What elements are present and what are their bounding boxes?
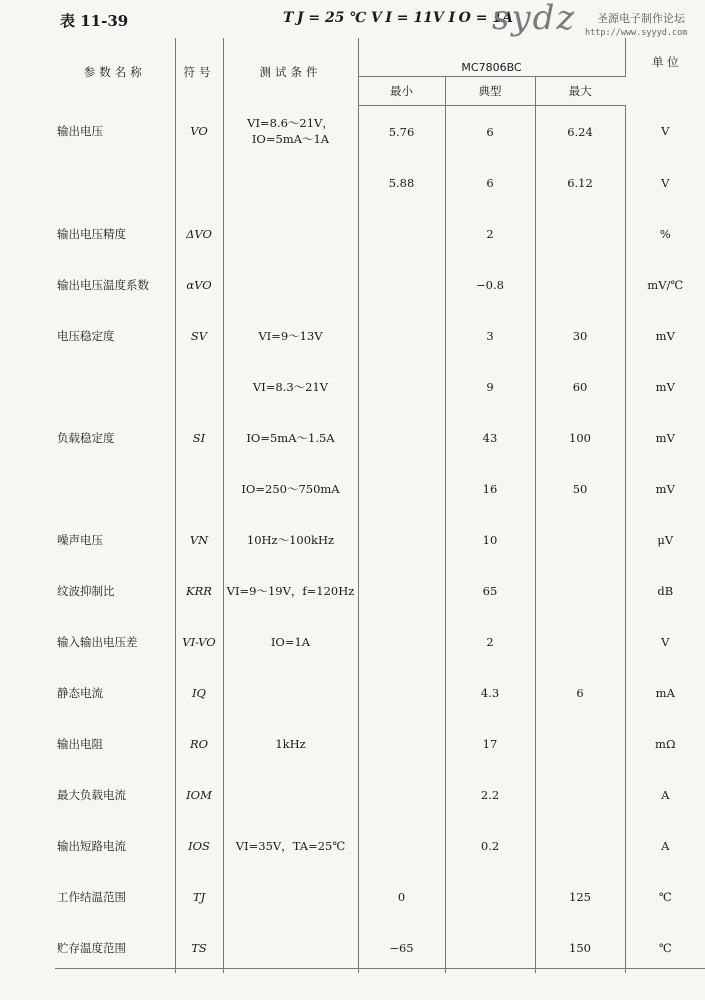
table-row: [55, 157, 705, 208]
min-cell: [358, 208, 445, 259]
typ-cell: 16: [445, 463, 535, 514]
table-row: [55, 412, 705, 463]
condition-cell: [223, 922, 358, 973]
max-cell: [535, 259, 625, 310]
symbol-cell: KRR: [175, 565, 223, 616]
max-cell: 60: [535, 361, 625, 412]
symbol-cell: RO: [175, 718, 223, 769]
table-row: [55, 769, 705, 820]
typ-cell: [445, 871, 535, 922]
max-cell: [535, 769, 625, 820]
max-cell: 50: [535, 463, 625, 514]
typ-cell: 6: [445, 106, 535, 158]
watermark-name: 圣源电子制作论坛: [597, 12, 685, 25]
unit-cell: mA: [655, 685, 675, 700]
header-min: 最小: [358, 77, 445, 106]
min-cell: 0: [358, 871, 445, 922]
symbol-cell: TJ: [175, 871, 223, 922]
typ-cell: 2: [445, 616, 535, 667]
bottom-rule: [55, 968, 705, 969]
min-cell: [358, 616, 445, 667]
unit-cell: ℃: [658, 889, 672, 904]
max-cell: 125: [535, 871, 625, 922]
min-cell: [358, 769, 445, 820]
min-cell: [358, 412, 445, 463]
symbol-cell: TS: [175, 922, 223, 973]
max-cell: [535, 514, 625, 565]
condition-cell: [223, 157, 358, 208]
table-row: [55, 565, 705, 616]
param-cell: 负载稳定度: [55, 412, 175, 463]
param-cell: 贮存温度范围: [55, 922, 175, 973]
condition-cell: VI=8.3～21V: [223, 361, 358, 412]
condition-cell: [223, 259, 358, 310]
symbol-cell: αVO: [175, 259, 223, 310]
condition-cell: [223, 208, 358, 259]
header-param: 参数名称: [55, 38, 175, 106]
test-conditions: T J = 25 ℃ V I = 11V I O = 1A: [283, 10, 513, 26]
param-cell: 输出电压: [55, 106, 175, 158]
condition-cell: IO=5mA～1.5A: [223, 412, 358, 463]
min-cell: 5.88: [358, 157, 445, 208]
symbol-cell: IOM: [175, 769, 223, 820]
condition-cell: VI=8.6～21V，IO=5mA～1A: [223, 106, 358, 158]
unit-cell: ℃: [658, 940, 672, 955]
param-cell: 电压稳定度: [55, 310, 175, 361]
symbol-cell: IOS: [175, 820, 223, 871]
param-cell: [55, 157, 175, 208]
symbol-cell: [175, 361, 223, 412]
table-row: [55, 310, 705, 361]
unit-cell: mV: [655, 328, 675, 343]
table-row: [55, 463, 705, 514]
param-cell: 静态电流: [55, 667, 175, 718]
param-cell: 纹波抑制比: [55, 565, 175, 616]
typ-cell: −0.8: [445, 259, 535, 310]
spec-table: [55, 38, 705, 973]
unit-cell: mV: [655, 379, 675, 394]
min-cell: 5.76: [358, 106, 445, 158]
typ-cell: 65: [445, 565, 535, 616]
param-cell: 输出电阻: [55, 718, 175, 769]
symbol-cell: SI: [175, 412, 223, 463]
unit-cell: V: [661, 175, 670, 190]
condition-cell: IO=250～750mA: [223, 463, 358, 514]
table-row: [55, 718, 705, 769]
table-row: [55, 208, 705, 259]
header-model: MC7806BC: [358, 38, 625, 77]
table-row: [55, 616, 705, 667]
symbol-cell: IQ: [175, 667, 223, 718]
unit-cell: mΩ: [655, 736, 676, 751]
unit-cell: A: [661, 787, 670, 802]
typ-cell: 6: [445, 157, 535, 208]
symbol-cell: VI-VO: [175, 616, 223, 667]
symbol-cell: VO: [175, 106, 223, 158]
symbol-cell: [175, 157, 223, 208]
max-cell: [535, 616, 625, 667]
table-row: [55, 667, 705, 718]
condition-cell: VI=9～13V: [223, 310, 358, 361]
min-cell: [358, 718, 445, 769]
condition-cell: 1kHz: [223, 718, 358, 769]
unit-cell: mV/℃: [647, 277, 684, 292]
table-row: [55, 514, 705, 565]
typ-cell: 17: [445, 718, 535, 769]
max-cell: 6: [535, 667, 625, 718]
symbol-cell: SV: [175, 310, 223, 361]
unit-cell: V: [661, 124, 670, 139]
watermark-url: http://www.syyyd.com: [585, 28, 688, 38]
min-cell: [358, 361, 445, 412]
param-cell: 工作结温范围: [55, 871, 175, 922]
max-cell: [535, 208, 625, 259]
param-cell: 输出短路电流: [55, 820, 175, 871]
param-cell: 输出电压精度: [55, 208, 175, 259]
condition-cell: VI=9～19V，f=120Hz: [223, 565, 358, 616]
typ-cell: 4.3: [445, 667, 535, 718]
min-cell: [358, 514, 445, 565]
header-unit: 单 位: [651, 55, 679, 69]
min-cell: [358, 463, 445, 514]
typ-cell: 0.2: [445, 820, 535, 871]
table-row: [55, 820, 705, 871]
typ-cell: 10: [445, 514, 535, 565]
max-cell: [535, 820, 625, 871]
typ-cell: [445, 922, 535, 973]
watermark-logo: sydz: [492, 0, 577, 38]
min-cell: [358, 667, 445, 718]
min-cell: [358, 565, 445, 616]
condition-cell: 10Hz～100kHz: [223, 514, 358, 565]
header-typ: 典型: [445, 77, 535, 106]
condition-cell: IO=1A: [223, 616, 358, 667]
unit-cell: dB: [657, 583, 674, 598]
unit-cell: μV: [657, 532, 674, 547]
param-cell: 输入输出电压差: [55, 616, 175, 667]
table-row: [55, 871, 705, 922]
typ-cell: 9: [445, 361, 535, 412]
param-cell: 输出电压温度系数: [55, 259, 175, 310]
table-row: [55, 259, 705, 310]
table-row: [55, 106, 705, 158]
param-cell: [55, 361, 175, 412]
typ-cell: 2.2: [445, 769, 535, 820]
param-cell: [55, 463, 175, 514]
condition-cell: VI=35V，TA=25℃: [223, 820, 358, 871]
min-cell: −65: [358, 922, 445, 973]
min-cell: [358, 259, 445, 310]
max-cell: 30: [535, 310, 625, 361]
header-condition: 测试条件: [223, 38, 358, 106]
unit-cell: mV: [655, 481, 675, 496]
header-symbol: 符号: [175, 38, 223, 106]
param-cell: 噪声电压: [55, 514, 175, 565]
condition-cell: [223, 871, 358, 922]
max-cell: [535, 565, 625, 616]
max-cell: 6.24: [535, 106, 625, 158]
typ-cell: 2: [445, 208, 535, 259]
symbol-cell: [175, 463, 223, 514]
min-cell: [358, 310, 445, 361]
max-cell: 150: [535, 922, 625, 973]
table-row: [55, 361, 705, 412]
max-cell: 6.12: [535, 157, 625, 208]
table-row: [55, 922, 705, 973]
min-cell: [358, 820, 445, 871]
table-number: 表 11-39: [60, 12, 129, 30]
max-cell: 100: [535, 412, 625, 463]
unit-cell: V: [661, 634, 670, 649]
typ-cell: 43: [445, 412, 535, 463]
typ-cell: 3: [445, 310, 535, 361]
condition-cell: [223, 667, 358, 718]
unit-cell: %: [659, 226, 671, 241]
param-cell: 最大负载电流: [55, 769, 175, 820]
unit-cell: mV: [655, 430, 675, 445]
max-cell: [535, 718, 625, 769]
symbol-cell: ΔVO: [175, 208, 223, 259]
condition-cell: [223, 769, 358, 820]
header-max: 最大: [535, 77, 625, 106]
unit-cell: A: [661, 838, 670, 853]
symbol-cell: VN: [175, 514, 223, 565]
